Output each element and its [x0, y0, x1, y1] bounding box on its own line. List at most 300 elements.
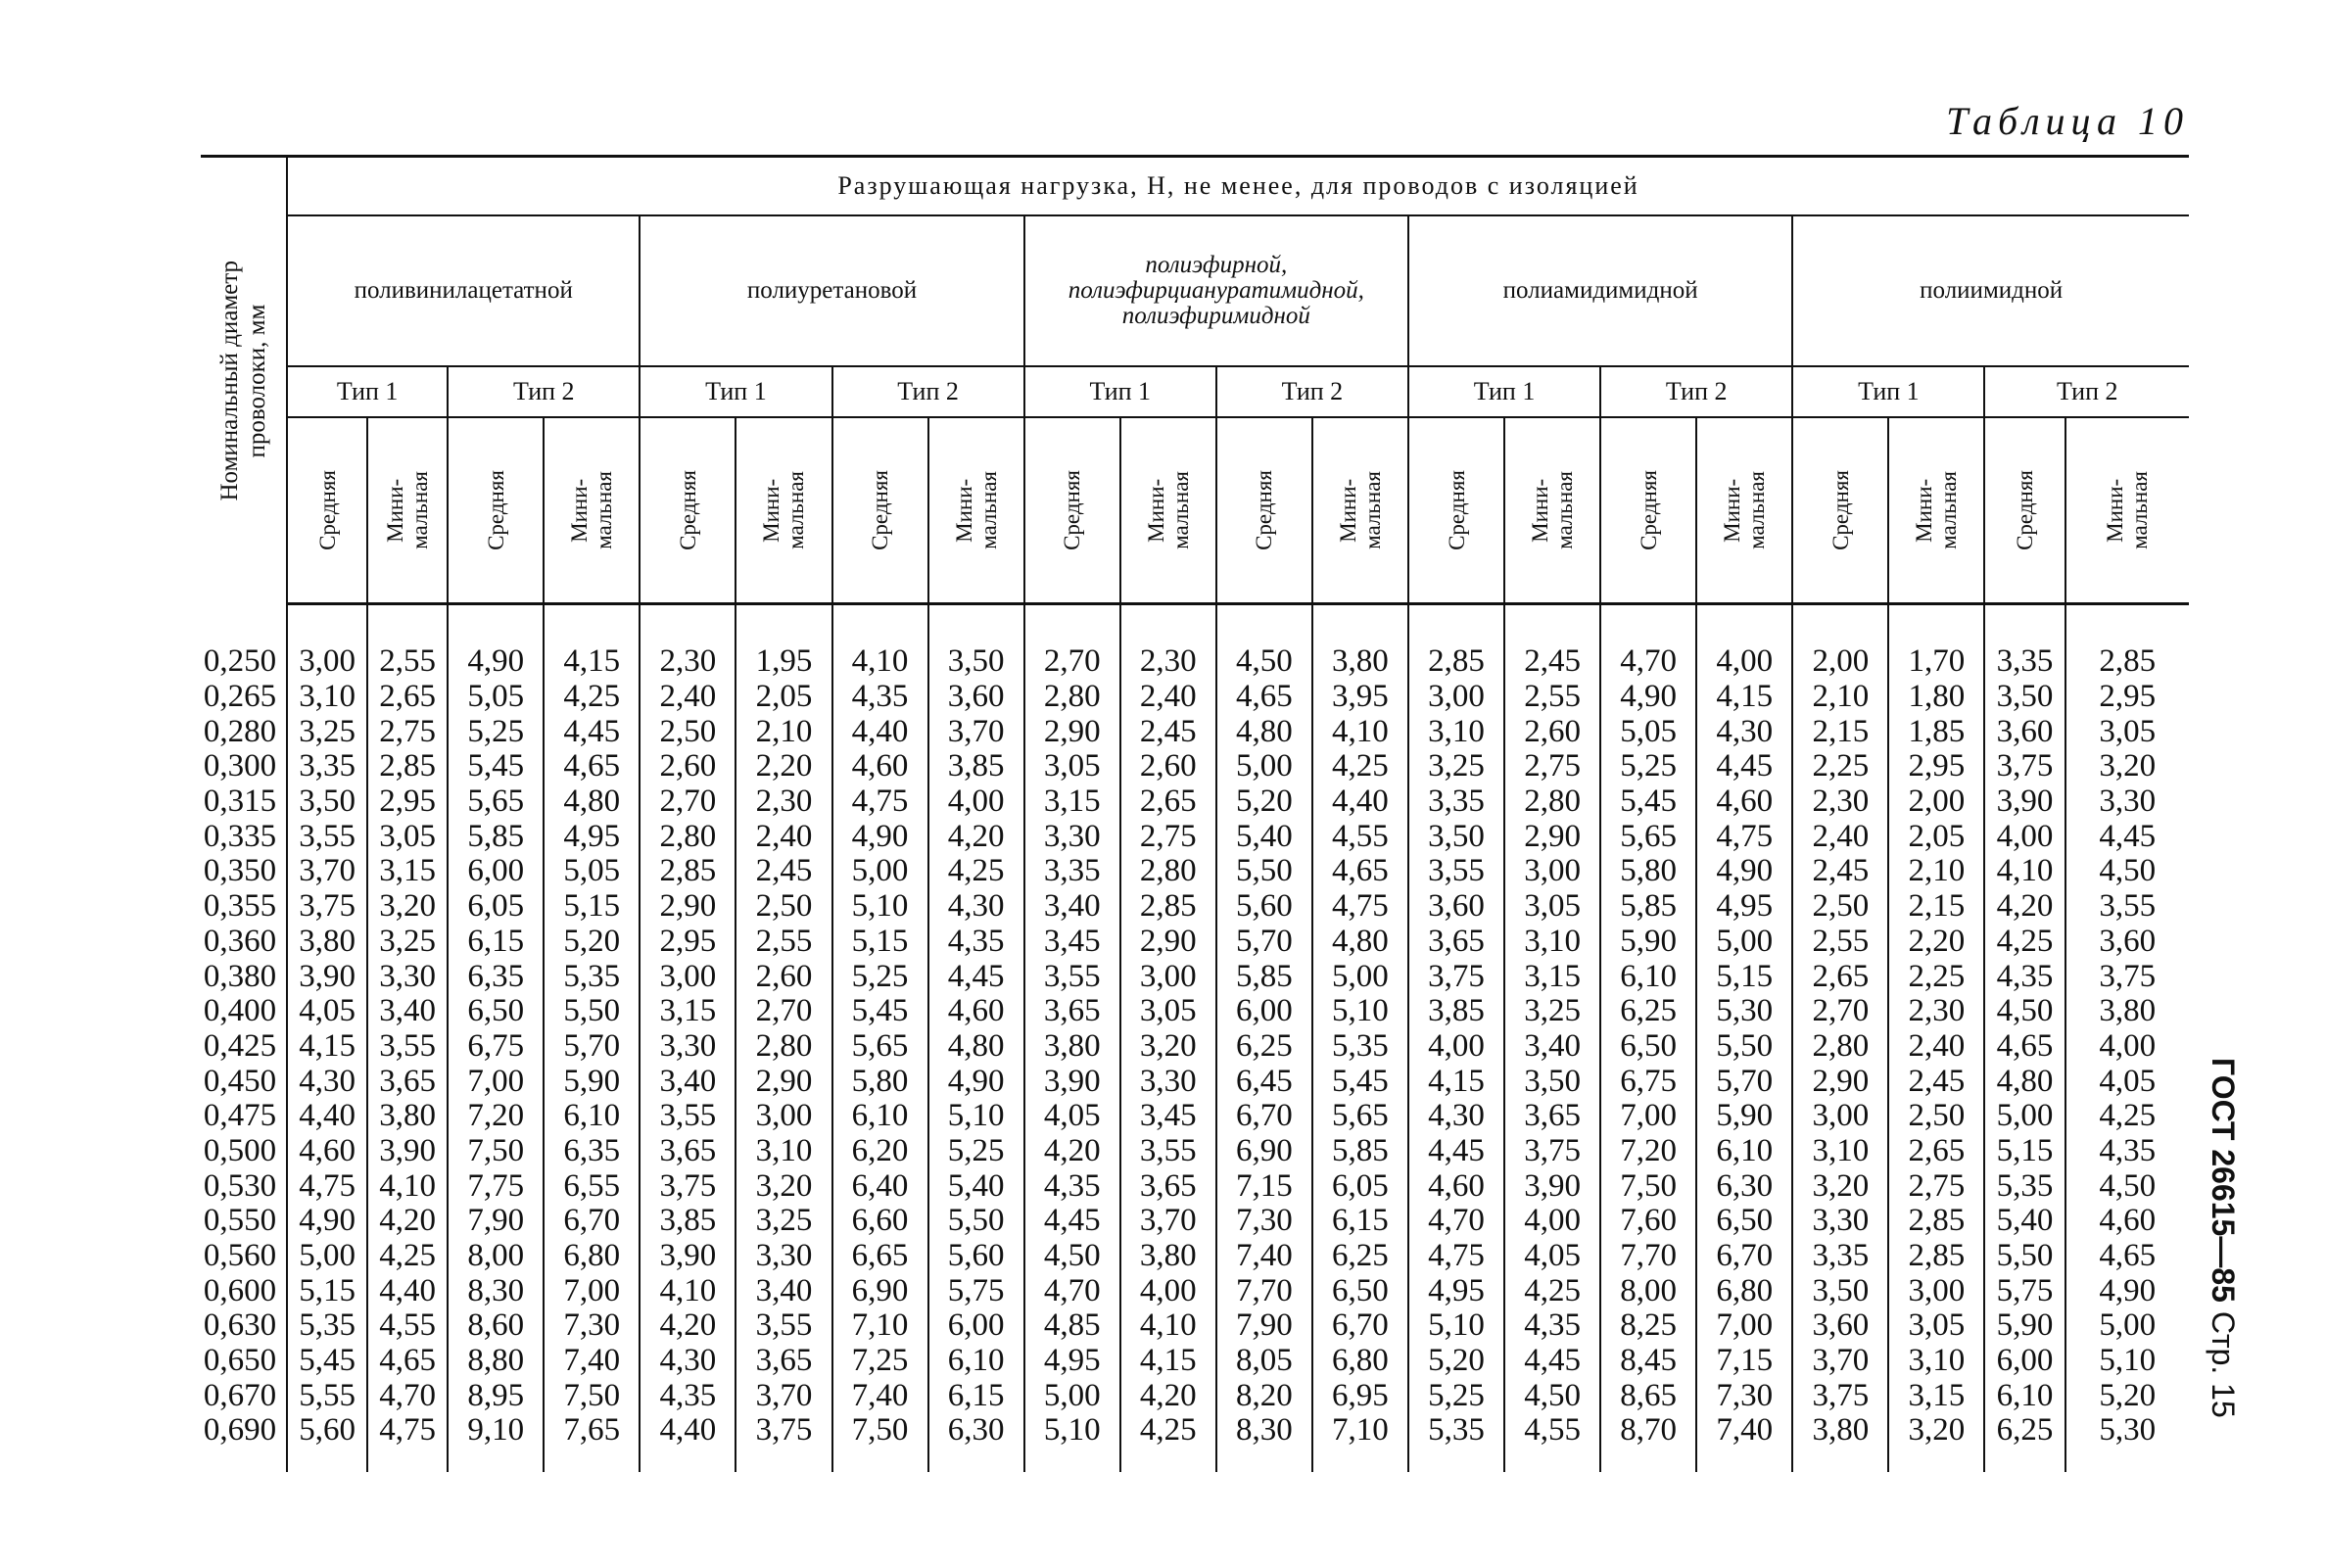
avg-load-cell: 3,60	[1984, 714, 2065, 749]
avg-load-cell: 4,35	[640, 1378, 736, 1413]
min-load-cell: 2,80	[1120, 854, 1216, 889]
min-load-cell: 2,40	[1120, 680, 1216, 715]
min-load-cell: 2,75	[367, 714, 448, 749]
avg-load-cell: 5,00	[1024, 1378, 1120, 1413]
avg-load-cell: 4,10	[640, 1273, 736, 1308]
min-load-cell: 4,25	[928, 854, 1024, 889]
min-load-cell: 2,10	[1888, 854, 1984, 889]
min-load-cell: 2,90	[1504, 819, 1600, 854]
avg-load-cell: 3,75	[640, 1168, 736, 1204]
type-1-header: Тип 1	[1792, 366, 1984, 417]
avg-load-cell: 5,65	[448, 784, 544, 820]
avg-load-cell: 4,15	[287, 1029, 367, 1065]
min-load-cell: 3,85	[928, 749, 1024, 784]
min-load-cell: 4,65	[367, 1344, 448, 1379]
min-load-cell: 6,50	[1312, 1273, 1408, 1308]
avg-load-cell: 5,25	[1408, 1378, 1504, 1413]
min-load-cell: 6,10	[1696, 1134, 1792, 1169]
table-row	[201, 749, 2189, 784]
avg-load-cell: 5,75	[1984, 1273, 2065, 1308]
min-load-cell: 5,30	[1696, 994, 1792, 1029]
avg-load-cell: 4,75	[832, 784, 928, 820]
avg-load-cell: 4,40	[287, 1099, 367, 1134]
diameter-cell: 0,475	[201, 1099, 287, 1134]
avg-load-cell: 2,40	[640, 680, 736, 715]
min-load-cell: 2,60	[736, 959, 831, 994]
avg-load-cell: 5,85	[448, 819, 544, 854]
avg-load-cell: 8,65	[1600, 1378, 1696, 1413]
min-load-cell: 2,90	[736, 1064, 831, 1099]
avg-load-cell: 4,25	[1984, 925, 2065, 960]
avg-load-cell: 5,10	[1024, 1413, 1120, 1472]
min-load-cell: 5,15	[544, 889, 640, 925]
avg-load-cell: 7,50	[448, 1134, 544, 1169]
avg-load-cell: 4,65	[1216, 680, 1312, 715]
min-load-cell: 2,65	[1120, 784, 1216, 820]
min-load-cell: 4,70	[367, 1378, 448, 1413]
avg-load-cell: 3,00	[1408, 680, 1504, 715]
avg-load-cell: 7,25	[832, 1344, 928, 1379]
min-load-cell: 3,05	[367, 819, 448, 854]
avg-load-cell: 3,50	[1792, 1273, 1888, 1308]
avg-load-cell: 8,45	[1600, 1344, 1696, 1379]
load-header: Разрушающая нагрузка, Н, не менее, для проводов с изоляцией	[287, 157, 2189, 216]
avg-load-cell: 9,10	[448, 1413, 544, 1472]
avg-load-cell: 2,45	[1792, 854, 1888, 889]
diameter-cell: 0,300	[201, 749, 287, 784]
avg-load-cell: 3,75	[1792, 1378, 1888, 1413]
min-load-cell: 3,05	[1888, 1308, 1984, 1344]
avg-header	[1600, 417, 1696, 604]
min-load-cell: 2,15	[1888, 889, 1984, 925]
min-load-cell: 7,00	[1696, 1308, 1792, 1344]
min-load-cell: 3,65	[367, 1064, 448, 1099]
min-load-cell: 4,00	[928, 784, 1024, 820]
table-row	[201, 714, 2189, 749]
avg-load-cell: 5,35	[1984, 1168, 2065, 1204]
min-label: Мини- мальная	[1335, 471, 1385, 549]
avg-load-cell: 8,70	[1600, 1413, 1696, 1472]
min-load-cell: 4,90	[2099, 1273, 2157, 1308]
min-load-cell: 7,00	[544, 1273, 640, 1308]
avg-load-cell: 5,90	[1984, 1308, 2065, 1344]
min-load-cell: 5,90	[1696, 1099, 1792, 1134]
min-load-cell: 7,30	[544, 1308, 640, 1344]
avg-load-cell: 6,05	[448, 889, 544, 925]
min-load-cell: 2,85	[1888, 1204, 1984, 1239]
page-side-label	[2204, 1058, 2243, 1479]
avg-load-cell: 3,35	[287, 749, 367, 784]
avg-load-cell: 5,40	[1984, 1204, 2065, 1239]
min-load-cell: 6,80	[1696, 1273, 1792, 1308]
avg-load-cell: 4,20	[1984, 889, 2065, 925]
avg-load-cell: 6,40	[832, 1168, 928, 1204]
table-row	[201, 1134, 2189, 1169]
avg-load-cell: 5,85	[1600, 889, 1696, 925]
min-load-cell: 5,10	[928, 1099, 1024, 1134]
avg-load-cell: 5,45	[1600, 784, 1696, 820]
avg-load-cell: 7,20	[1600, 1134, 1696, 1169]
min-load-cell: 6,30	[1696, 1168, 1792, 1204]
avg-load-cell: 5,65	[832, 1029, 928, 1065]
avg-load-cell: 2,10	[1792, 680, 1888, 715]
min-load-cell: 3,40	[736, 1273, 831, 1308]
avg-load-cell: 3,60	[1792, 1308, 1888, 1344]
avg-load-cell: 8,20	[1216, 1378, 1312, 1413]
min-load-cell: 3,90	[367, 1134, 448, 1169]
min-load-cell: 2,05	[736, 680, 831, 715]
min-load-cell: 4,60	[2099, 1204, 2157, 1239]
avg-header	[1024, 417, 1120, 604]
min-load-cell: 3,80	[2099, 993, 2157, 1029]
avg-load-cell: 3,90	[1024, 1064, 1120, 1099]
min-load-cell: 4,80	[1312, 925, 1408, 960]
min-load-cell: 5,50	[544, 994, 640, 1029]
avg-load-cell: 4,50	[1024, 1239, 1120, 1274]
diameter-cell: 0,355	[201, 889, 287, 925]
type-1-header: Тип 1	[640, 366, 831, 417]
min-load-cell: 1,70	[1888, 604, 1984, 680]
min-load-cell: 5,20	[2099, 1378, 2157, 1413]
avg-load-cell: 5,25	[448, 714, 544, 749]
min-load-cell: 5,45	[1312, 1064, 1408, 1099]
min-load-cell: 4,65	[2099, 1238, 2157, 1274]
diameter-cell: 0,335	[201, 819, 287, 854]
avg-load-cell: 5,90	[1600, 925, 1696, 960]
avg-load-cell: 3,50	[1408, 819, 1504, 854]
type-2-header: Тип 2	[1600, 366, 1792, 417]
avg-load-cell: 6,25	[1984, 1413, 2065, 1472]
avg-load-cell: 2,80	[1792, 1029, 1888, 1065]
avg-label: Средняя	[868, 470, 893, 550]
avg-load-cell: 2,85	[1408, 604, 1504, 680]
min-load-cell: 1,85	[1888, 714, 1984, 749]
min-load-cell: 4,00	[1120, 1273, 1216, 1308]
avg-load-cell: 4,85	[1024, 1308, 1120, 1344]
avg-label: Средняя	[314, 470, 340, 550]
avg-load-cell: 6,25	[1600, 994, 1696, 1029]
avg-label: Средняя	[1636, 470, 1661, 550]
min-load-cell: 2,20	[736, 749, 831, 784]
avg-load-cell: 5,60	[1216, 889, 1312, 925]
avg-header	[1984, 417, 2065, 604]
min-load-cell: 4,10	[367, 1168, 448, 1204]
avg-header	[287, 417, 367, 604]
table-row	[201, 1168, 2189, 1204]
avg-label: Средняя	[1252, 470, 1277, 550]
min-load-cell: 5,50	[928, 1204, 1024, 1239]
min-load-cell: 2,60	[1504, 714, 1600, 749]
min-load-cell: 4,10	[1120, 1308, 1216, 1344]
avg-load-cell: 4,50	[1984, 994, 2065, 1029]
avg-load-cell: 5,20	[1408, 1344, 1504, 1379]
avg-load-cell: 5,50	[1984, 1239, 2065, 1274]
diameter-header	[201, 157, 287, 604]
min-load-cell: 7,10	[1312, 1413, 1408, 1472]
min-load-cell: 3,65	[1504, 1099, 1600, 1134]
avg-load-cell: 3,70	[1792, 1344, 1888, 1379]
min-load-cell: 3,60	[928, 680, 1024, 715]
min-load-cell: 3,10	[1504, 925, 1600, 960]
min-load-cell: 3,20	[2099, 749, 2157, 784]
min-load-cell: 2,95	[1888, 749, 1984, 784]
avg-load-cell: 4,80	[1984, 1064, 2065, 1099]
min-label: Мини- мальная	[1528, 471, 1578, 549]
min-load-cell: 2,65	[1888, 1134, 1984, 1169]
min-load-cell: 4,45	[1696, 749, 1792, 784]
min-load-cell: 5,00	[1696, 925, 1792, 960]
avg-load-cell: 7,10	[832, 1308, 928, 1344]
min-load-cell: 3,00	[1504, 854, 1600, 889]
min-load-cell: 6,10	[928, 1344, 1024, 1379]
avg-load-cell: 4,05	[287, 994, 367, 1029]
avg-load-cell: 3,05	[1024, 749, 1120, 784]
avg-header	[448, 417, 544, 604]
avg-load-cell: 4,50	[1216, 604, 1312, 680]
min-load-cell: 4,80	[544, 784, 640, 820]
breaking-load-table	[201, 155, 2189, 1472]
diameter-cell: 0,315	[201, 784, 287, 820]
avg-load-cell: 4,60	[832, 749, 928, 784]
min-load-cell: 2,75	[1888, 1168, 1984, 1204]
min-load-cell: 5,25	[928, 1134, 1024, 1169]
material-polyimide: полиимидной	[1792, 215, 2189, 366]
min-load-cell: 3,65	[736, 1344, 831, 1379]
avg-load-cell: 2,60	[640, 749, 736, 784]
table-row	[201, 1064, 2189, 1099]
min-load-cell: 5,10	[1312, 994, 1408, 1029]
standard-number: ГОСТ 26615—85	[2206, 1058, 2241, 1303]
min-load-cell: 6,00	[928, 1308, 1024, 1344]
avg-load-cell: 2,90	[640, 889, 736, 925]
min-load-cell: 4,20	[1120, 1378, 1216, 1413]
avg-load-cell: 5,60	[287, 1413, 367, 1472]
avg-load-cell: 2,70	[1024, 604, 1120, 680]
avg-load-cell: 3,00	[1792, 1099, 1888, 1134]
avg-load-cell: 3,65	[1408, 925, 1504, 960]
min-load-cell: 3,15	[367, 854, 448, 889]
min-load-cell: 2,50	[736, 889, 831, 925]
avg-load-cell: 3,85	[640, 1204, 736, 1239]
min-header	[1312, 417, 1408, 604]
avg-load-cell: 6,00	[1216, 994, 1312, 1029]
min-load-cell: 6,05	[1312, 1168, 1408, 1204]
avg-load-cell: 5,05	[448, 680, 544, 715]
min-load-cell: 4,35	[928, 925, 1024, 960]
min-load-cell: 4,45	[2099, 819, 2157, 854]
min-load-cell: 4,35	[2099, 1133, 2157, 1168]
diameter-cell: 0,630	[201, 1308, 287, 1344]
avg-load-cell: 3,00	[287, 604, 367, 680]
min-load-cell: 3,95	[1312, 680, 1408, 715]
avg-load-cell: 3,75	[287, 889, 367, 925]
avg-load-cell: 3,65	[1024, 994, 1120, 1029]
min-load-cell: 4,25	[2099, 1098, 2157, 1134]
avg-load-cell: 5,45	[448, 749, 544, 784]
min-load-cell: 6,30	[928, 1413, 1024, 1472]
min-load-cell: 3,20	[736, 1168, 831, 1204]
min-load-cell: 4,65	[1312, 854, 1408, 889]
avg-load-cell: 6,00	[448, 854, 544, 889]
min-header	[544, 417, 640, 604]
min-load-cell: 6,70	[544, 1204, 640, 1239]
min-load-cell: 3,60	[2099, 924, 2157, 959]
min-load-cell: 4,50	[1504, 1378, 1600, 1413]
min-load-cell: 3,25	[367, 925, 448, 960]
min-load-cell: 2,05	[1888, 819, 1984, 854]
min-load-cell: 5,35	[1312, 1029, 1408, 1065]
min-load-cell: 2,45	[736, 854, 831, 889]
table-row	[201, 680, 2189, 715]
avg-load-cell: 5,25	[832, 959, 928, 994]
type-1-header: Тип 1	[1024, 366, 1216, 417]
min-load-cell: 3,00	[736, 1099, 831, 1134]
min-load-cell: 6,70	[1696, 1239, 1792, 1274]
avg-label: Средняя	[483, 470, 508, 550]
avg-load-cell: 6,45	[1216, 1064, 1312, 1099]
avg-load-cell: 6,90	[1216, 1134, 1312, 1169]
min-label: Мини- мальная	[383, 471, 433, 549]
min-load-cell: 5,05	[544, 854, 640, 889]
min-load-cell: 4,00	[2099, 1028, 2157, 1064]
avg-header	[1792, 417, 1888, 604]
min-load-cell: 3,30	[1120, 1064, 1216, 1099]
diameter-cell: 0,425	[201, 1029, 287, 1065]
avg-load-cell: 4,20	[1024, 1134, 1120, 1169]
min-load-cell: 2,50	[1888, 1099, 1984, 1134]
min-load-cell: 2,80	[1504, 784, 1600, 820]
min-header	[367, 417, 448, 604]
table-body	[201, 604, 2189, 1472]
avg-load-cell: 4,15	[1408, 1064, 1504, 1099]
min-load-cell: 5,75	[928, 1273, 1024, 1308]
avg-load-cell: 4,70	[1600, 604, 1696, 680]
min-load-cell: 3,30	[367, 959, 448, 994]
avg-load-cell: 3,80	[287, 925, 367, 960]
min-load-cell: 5,15	[1696, 959, 1792, 994]
avg-load-cell: 3,85	[1408, 994, 1504, 1029]
avg-load-cell: 5,85	[1216, 959, 1312, 994]
min-load-cell: 3,65	[1120, 1168, 1216, 1204]
min-load-cell: 6,15	[1312, 1204, 1408, 1239]
min-load-cell: 3,70	[1120, 1204, 1216, 1239]
min-load-cell: 4,05	[2099, 1064, 2157, 1099]
min-load-cell: 5,35	[544, 959, 640, 994]
avg-load-cell: 3,10	[1792, 1134, 1888, 1169]
avg-load-cell: 2,50	[640, 714, 736, 749]
min-load-cell: 4,60	[1696, 784, 1792, 820]
min-load-cell: 2,75	[1504, 749, 1600, 784]
min-label: Мини- мальная	[1912, 471, 1962, 549]
min-load-cell: 4,15	[1120, 1344, 1216, 1379]
table-row	[201, 1099, 2189, 1134]
min-load-cell: 4,80	[928, 1029, 1024, 1065]
avg-load-cell: 5,45	[832, 994, 928, 1029]
avg-load-cell: 2,00	[1792, 604, 1888, 680]
page-number: Стр. 15	[2206, 1310, 2241, 1418]
avg-load-cell: 4,10	[832, 604, 928, 680]
min-load-cell: 4,15	[544, 604, 640, 680]
min-load-cell: 3,05	[2099, 714, 2157, 749]
avg-load-cell: 5,20	[1216, 784, 1312, 820]
diameter-cell: 0,560	[201, 1239, 287, 1274]
avg-load-cell: 7,00	[448, 1064, 544, 1099]
avg-load-cell: 5,70	[1216, 925, 1312, 960]
min-load-cell: 5,20	[544, 925, 640, 960]
min-load-cell: 3,75	[736, 1413, 831, 1472]
min-load-cell: 4,30	[1696, 714, 1792, 749]
min-load-cell: 7,65	[544, 1413, 640, 1472]
avg-load-cell: 3,55	[1408, 854, 1504, 889]
avg-load-cell: 6,20	[832, 1134, 928, 1169]
min-load-cell: 4,00	[1696, 604, 1792, 680]
avg-load-cell: 2,90	[1792, 1064, 1888, 1099]
avg-load-cell: 2,80	[640, 819, 736, 854]
min-load-cell: 3,70	[928, 714, 1024, 749]
min-load-cell: 4,20	[367, 1204, 448, 1239]
min-load-cell: 2,45	[1888, 1064, 1984, 1099]
avg-load-cell: 6,65	[832, 1239, 928, 1274]
avg-load-cell: 4,65	[1984, 1029, 2065, 1065]
avg-load-cell: 4,60	[1408, 1168, 1504, 1204]
type-1-header: Тип 1	[1408, 366, 1600, 417]
min-load-cell: 4,05	[1504, 1239, 1600, 1274]
min-load-cell: 5,85	[1312, 1134, 1408, 1169]
min-load-cell: 4,15	[1696, 680, 1792, 715]
table-row	[201, 994, 2189, 1029]
min-load-cell: 5,90	[544, 1064, 640, 1099]
avg-load-cell: 4,30	[640, 1344, 736, 1379]
min-load-cell: 2,30	[1888, 994, 1984, 1029]
min-load-cell: 2,95	[2099, 679, 2157, 715]
min-load-cell: 7,50	[544, 1378, 640, 1413]
avg-load-cell: 2,95	[640, 925, 736, 960]
min-load-cell: 4,00	[1504, 1204, 1600, 1239]
avg-load-cell: 4,30	[287, 1064, 367, 1099]
avg-load-cell: 4,35	[1984, 959, 2065, 994]
avg-load-cell: 4,35	[1024, 1168, 1120, 1204]
min-load-cell: 3,15	[1504, 959, 1600, 994]
avg-load-cell: 2,90	[1024, 714, 1120, 749]
avg-load-cell: 6,10	[1984, 1378, 2065, 1413]
min-load-cell: 7,40	[1696, 1413, 1792, 1472]
diameter-header-label: Номинальный диаметр проволоки, мм	[215, 261, 270, 501]
avg-load-cell: 6,75	[448, 1029, 544, 1065]
avg-load-cell: 3,15	[640, 994, 736, 1029]
avg-load-cell: 5,00	[1984, 1099, 2065, 1134]
table-row	[201, 889, 2189, 925]
avg-load-cell: 4,60	[287, 1134, 367, 1169]
avg-load-cell: 3,45	[1024, 925, 1120, 960]
min-load-cell: 2,10	[736, 714, 831, 749]
avg-load-cell: 3,90	[1984, 784, 2065, 820]
avg-load-cell: 4,45	[1408, 1134, 1504, 1169]
avg-load-cell: 7,30	[1216, 1204, 1312, 1239]
min-load-cell: 4,95	[1696, 889, 1792, 925]
min-load-cell: 3,00	[1120, 959, 1216, 994]
avg-load-cell: 3,55	[1024, 959, 1120, 994]
avg-load-cell: 3,30	[1792, 1204, 1888, 1239]
avg-load-cell: 8,80	[448, 1344, 544, 1379]
min-load-cell: 2,55	[367, 604, 448, 680]
avg-load-cell: 4,35	[832, 680, 928, 715]
avg-load-cell: 7,60	[1600, 1204, 1696, 1239]
avg-load-cell: 2,80	[1024, 680, 1120, 715]
min-header	[2065, 417, 2190, 604]
avg-load-cell: 8,25	[1600, 1308, 1696, 1344]
min-load-cell: 2,40	[1888, 1029, 1984, 1065]
table-row	[201, 1378, 2189, 1413]
